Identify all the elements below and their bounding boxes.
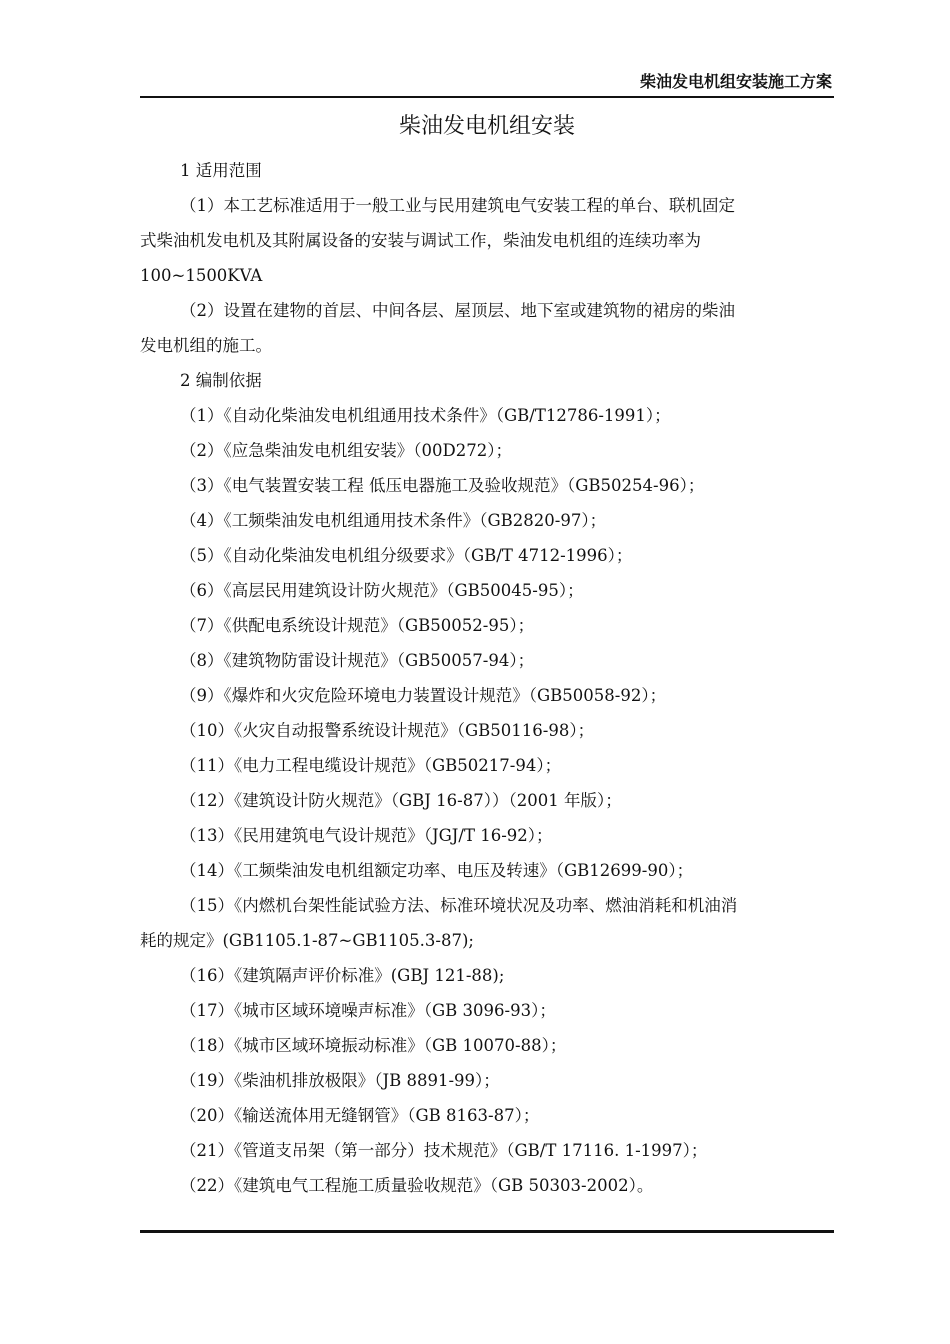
reference-item: （18）《城市区域环境振动标准》（GB 10070-88）； bbox=[180, 1036, 567, 1055]
reference-item: （1）《自动化柴油发电机组通用技术条件》（GB/T12786-1991）； bbox=[180, 406, 671, 425]
reference-item: （11）《电力工程电缆设计规范》（GB50217-94）； bbox=[180, 756, 562, 775]
reference-item: （7）《供配电系统设计规范》（GB50052-95）； bbox=[180, 616, 535, 635]
document-title: 柴油发电机组安装 bbox=[398, 114, 575, 139]
reference-item: （20）《输送流体用无缝钢管》（GB 8163-87）； bbox=[180, 1106, 540, 1125]
section-heading-basis: 2 编制依据 bbox=[180, 371, 262, 390]
reference-item: （13）《民用建筑电气设计规范》（JGJ/T 16-92）； bbox=[180, 826, 553, 845]
reference-item: （2）《应急柴油发电机组安装》（00D272）； bbox=[180, 441, 512, 460]
reference-item: （8）《建筑物防雷设计规范》（GB50057-94）； bbox=[180, 651, 535, 670]
reference-item: （22）《建筑电气工程施工质量验收规范》（GB 50303-2002）。 bbox=[180, 1176, 654, 1195]
reference-item: （21）《管道支吊架（第一部分）技术规范》（GB/T 17116. 1-1997）； bbox=[180, 1141, 708, 1160]
scope-item-1-line-2: 式柴油机发电机及其附属设备的安装与调试工作，柴油发电机组的连续功率为 bbox=[140, 231, 701, 250]
reference-item: （19）《柴油机排放极限》（JB 8891-99）； bbox=[180, 1071, 500, 1090]
reference-item: （15）《内燃机台架性能试验方法、标准环境状况及功率、燃油消耗和机油消 bbox=[180, 896, 738, 915]
reference-item: （16）《建筑隔声评价标准》(GBJ 121-88); bbox=[180, 966, 505, 985]
footer-rule bbox=[140, 1230, 834, 1233]
reference-item: （9）《爆炸和火灾危险环境电力装置设计规范》（GB50058-92）； bbox=[180, 686, 667, 705]
scope-item-1-line-1: （1）本工艺标准适用于一般工业与民用建筑电气安装工程的单台、联机固定 bbox=[180, 196, 735, 215]
scope-item-2-line-2: 发电机组的施工。 bbox=[140, 336, 272, 355]
reference-item: （10）《火灾自动报警系统设计规范》（GB50116-98）； bbox=[180, 721, 595, 740]
header-rule bbox=[140, 96, 834, 98]
reference-item: （3）《电气装置安装工程 低压电器施工及验收规范》（GB50254-96）； bbox=[180, 476, 705, 495]
reference-item: （6）《高层民用建筑设计防火规范》（GB50045-95）； bbox=[180, 581, 584, 600]
scope-item-1-line-3: 100~1500KVA bbox=[140, 266, 263, 285]
reference-item-continuation: 耗的规定》(GB1105.1-87~GB1105.3-87); bbox=[140, 931, 474, 950]
reference-item: （14）《工频柴油发电机组额定功率、电压及转速》（GB12699-90）； bbox=[180, 861, 694, 880]
reference-item: （12）《建筑设计防火规范》（GBJ 16-87））（2001 年版）； bbox=[180, 791, 622, 810]
reference-item: （4）《工频柴油发电机组通用技术条件》（GB2820-97）； bbox=[180, 511, 607, 530]
reference-item: （17）《城市区域环境噪声标准》（GB 3096-93）； bbox=[180, 1001, 556, 1020]
header-title: 柴油发电机组安装施工方案 bbox=[639, 72, 832, 91]
section-heading-scope: 1 适用范围 bbox=[180, 161, 262, 180]
reference-item: （5）《自动化柴油发电机组分级要求》（GB/T 4712-1996）； bbox=[180, 546, 633, 565]
scope-item-2-line-1: （2）设置在建物的首层、中间各层、屋顶层、地下室或建筑物的裙房的柴油 bbox=[180, 301, 735, 320]
